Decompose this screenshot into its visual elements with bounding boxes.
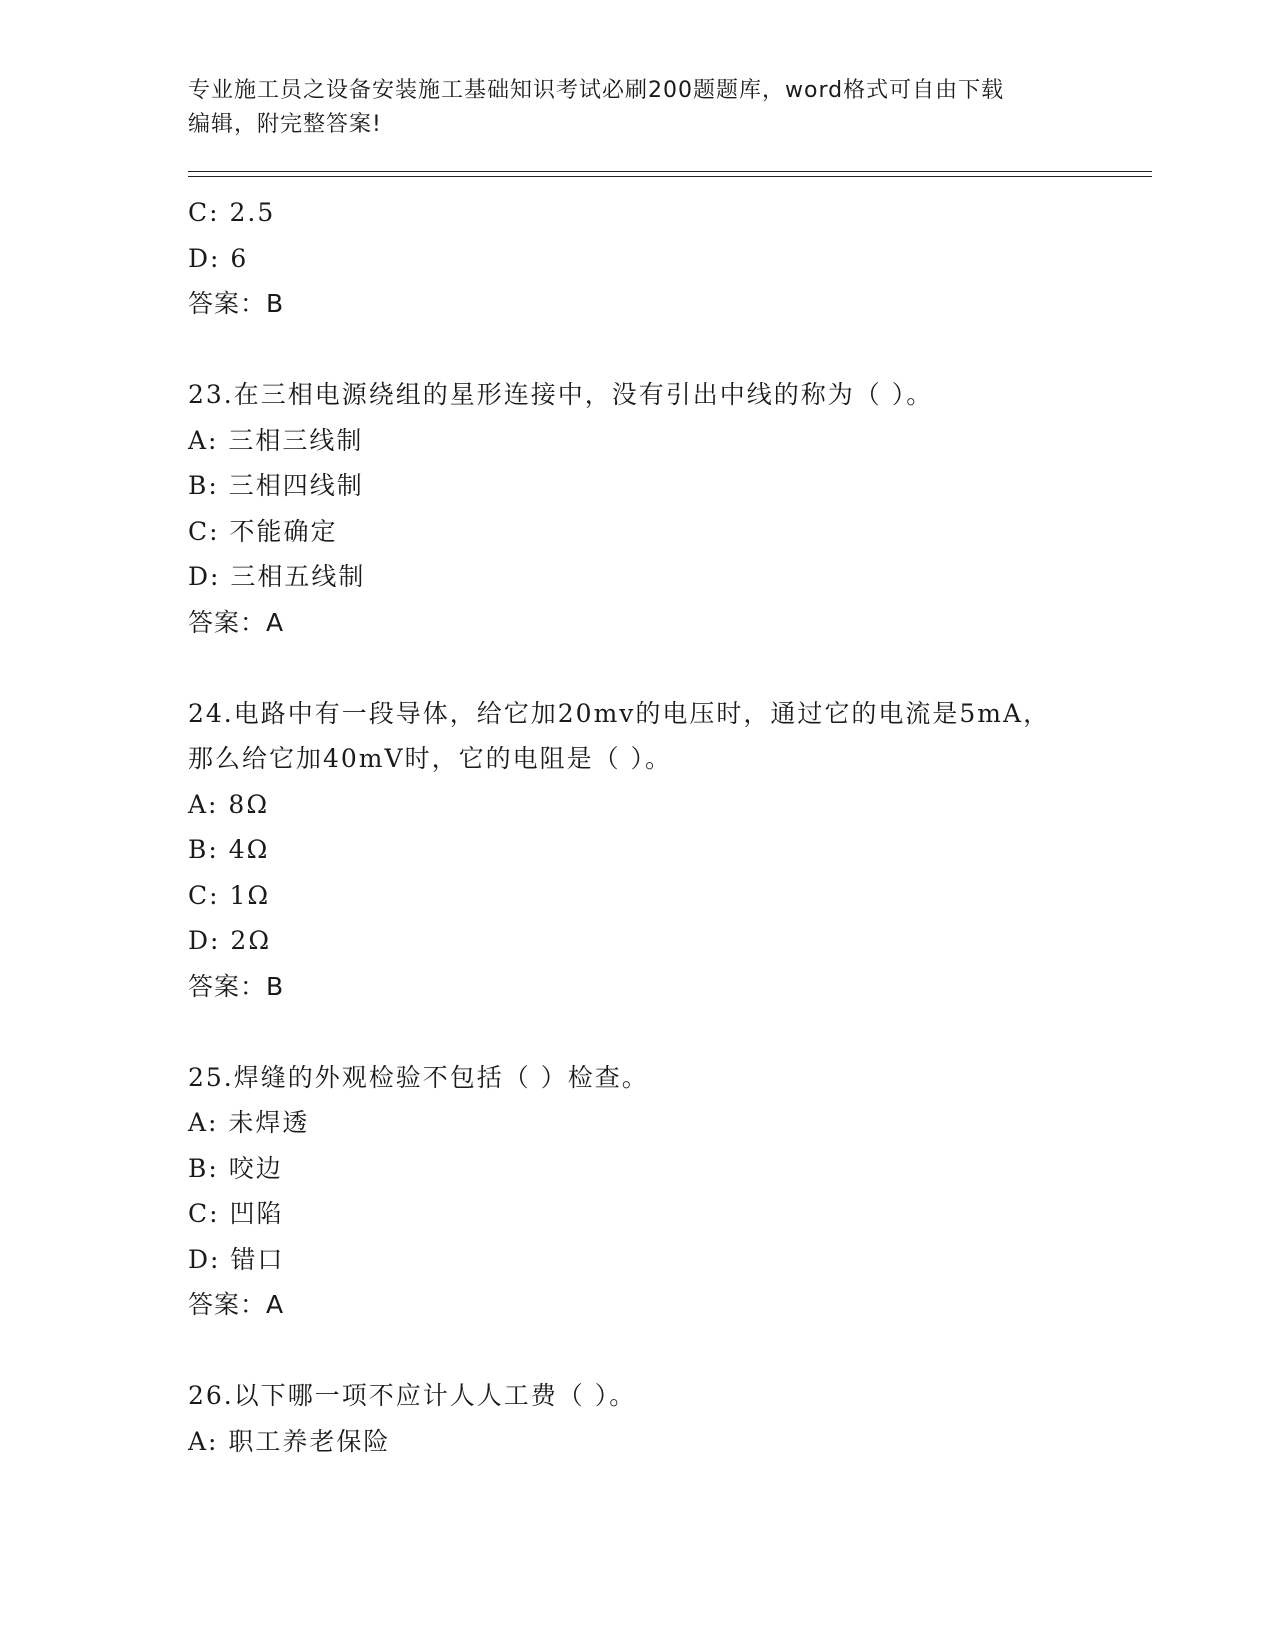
question-stem-line1: 24.电路中有一段导体，给它加20mv的电压时，通过它的电流是5mA， [188, 698, 1051, 728]
option-d: D: 6 [188, 243, 249, 273]
option-c: C: 不能确定 [188, 516, 338, 546]
answer-line: 答案：B [188, 971, 285, 1001]
question-stem: 26.以下哪一项不应计人人工费（ ）。 [188, 1381, 637, 1410]
option-a: A: 8Ω [188, 789, 270, 819]
question-stem-line2: 那么给它加40mV时，它的电阻是（ ）。 [188, 744, 673, 773]
option-b: B: 4Ω [188, 835, 270, 864]
answer-line: 答案：B [188, 289, 285, 318]
spacer [188, 327, 1128, 373]
option-a: A: 职工养老保险 [188, 1426, 391, 1456]
question-26 [188, 1373, 1128, 1464]
option-d: D: 三相五线制 [188, 562, 366, 591]
answer-line: 答案：A [188, 1290, 285, 1319]
question-list [188, 190, 1128, 1464]
question-22-tail [188, 190, 1128, 327]
spacer [188, 645, 1128, 691]
option-c: C: 1Ω [188, 880, 271, 910]
option-a: A: 三相三线制 [188, 425, 364, 455]
header-title-line2: 编辑，附完整答案! [188, 112, 382, 137]
question-24 [188, 691, 1128, 1010]
spacer [188, 1328, 1128, 1374]
option-b: B: 咬边 [188, 1153, 283, 1183]
answer-line: 答案：A [188, 607, 285, 637]
header-divider-bottom [188, 176, 1152, 177]
spacer [188, 1009, 1128, 1055]
option-d: D: 2Ω [188, 926, 272, 955]
document-header [188, 74, 1088, 142]
question-23 [188, 372, 1128, 645]
question-stem: 23.在三相电源绕组的星形连接中，没有引出中线的称为（ ）。 [188, 380, 934, 409]
option-c: C: 2.5 [188, 198, 276, 227]
option-a: A: 未焊透 [188, 1108, 310, 1137]
question-25 [188, 1055, 1128, 1328]
header-title-line1: 专业施工员之设备安装施工基础知识考试必刷200题题库，word格式可自由下载 [188, 78, 1005, 103]
question-stem: 25.焊缝的外观检验不包括（ ）检查。 [188, 1062, 649, 1092]
header-divider-top [188, 171, 1152, 172]
option-b: B: 三相四线制 [188, 471, 364, 500]
option-c: C: 凹陷 [188, 1199, 284, 1228]
option-d: D: 错口 [188, 1244, 285, 1274]
